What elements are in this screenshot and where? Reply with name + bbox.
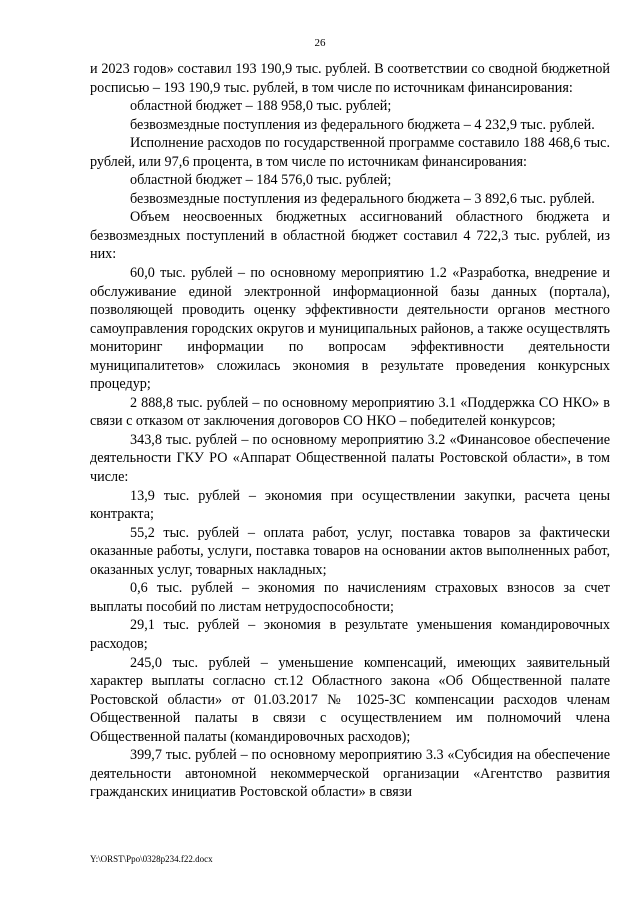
paragraph: 343,8 тыс. рублей – по основному мероприятию 3.2 «Финансовое обеспечение деятельности ГКУ РО «Аппарат Общественной палаты Ростовской области», в том числе: [90, 431, 610, 486]
paragraph: 55,2 тыс. рублей – оплата работ, услуг, поставка товаров за фактически оказанные работы, услуги, поставка товаров на основании актов выполненных работ, оказанных услуг, товарных накладных; [90, 524, 610, 578]
page-number: 26 [314, 37, 326, 49]
paragraph: областной бюджет – 184 576,0 тыс. рублей; [130, 172, 392, 189]
paragraph: Исполнение расходов по государственной программе составило 188 468,6 тыс. рублей, или 97,6 процента, в том числе по источникам финансирования: [90, 135, 610, 170]
paragraph: безвозмездные поступления из федерального бюджета – 4 232,9 тыс. рублей. [130, 116, 595, 133]
paragraph: безвозмездные поступления из федерального бюджета – 3 892,6 тыс. рублей. [130, 190, 595, 207]
paragraph: 245,0 тыс. рублей – уменьшение компенсаций, имеющих заявительный характер выплаты согласно ст.12 Областного закона «Об Общественной палате Ростовской области» от 01.03.2017 № 1025-ЗС компенсации расходов членам Общественной палаты в связи с осуществлением им полномочий члена Общественной палаты (командировочных расходов); [90, 654, 610, 745]
paragraph: 2 888,8 тыс. рублей – по основному мероприятию 3.1 «Поддержка СО НКО» в связи с отказом от заключения договоров СО НКО – победителей конкурсов; [90, 394, 610, 430]
document-body [90, 60, 610, 802]
paragraph: 399,7 тыс. рублей – по основному мероприятию 3.3 «Субсидия на обеспечение деятельности автономной некоммерческой организации «Агентство развития гражданских инициатив Ростовской области» в связи [90, 747, 610, 801]
footer-file-path: Y:\ORST\Ppo\0328p234.f22.docx [90, 854, 213, 864]
paragraph: 13,9 тыс. рублей – экономия при осуществлении закупки, расчета цены контракта; [90, 487, 610, 523]
paragraph: 29,1 тыс. рублей – экономия в результате уменьшения командировочных расходов; [90, 617, 610, 652]
paragraph: и 2023 годов» составил 193 190,9 тыс. рублей. В соответствии со сводной бюджетной росписью – 193 190,9 тыс. рублей, в том числе по источникам финансирования: [90, 61, 610, 96]
paragraph: 60,0 тыс. рублей – по основному мероприятию 1.2 «Разработка, внедрение и обслуживание единой электронной информационной базы данных (портала), позволяющей проводить оценку эффективности деятельности органов местного самоуправления городских округов и муниципальных районов, а также осуществлять мониторинг информации по вопросам эффективности деятельности муниципалитетов» сложилась экономия в результате проведения конкурсных процедур; [90, 265, 610, 393]
paragraph: Объем неосвоенных бюджетных ассигнований областного бюджета и безвозмездных поступлений в областной бюджет составил 4 722,3 тыс. рублей, из них: [90, 209, 610, 263]
paragraph: областной бюджет – 188 958,0 тыс. рублей; [130, 98, 392, 115]
paragraph: 0,6 тыс. рублей – экономия по начислениям страховых взносов за счет выплаты пособий по листам нетрудоспособности; [90, 580, 610, 615]
